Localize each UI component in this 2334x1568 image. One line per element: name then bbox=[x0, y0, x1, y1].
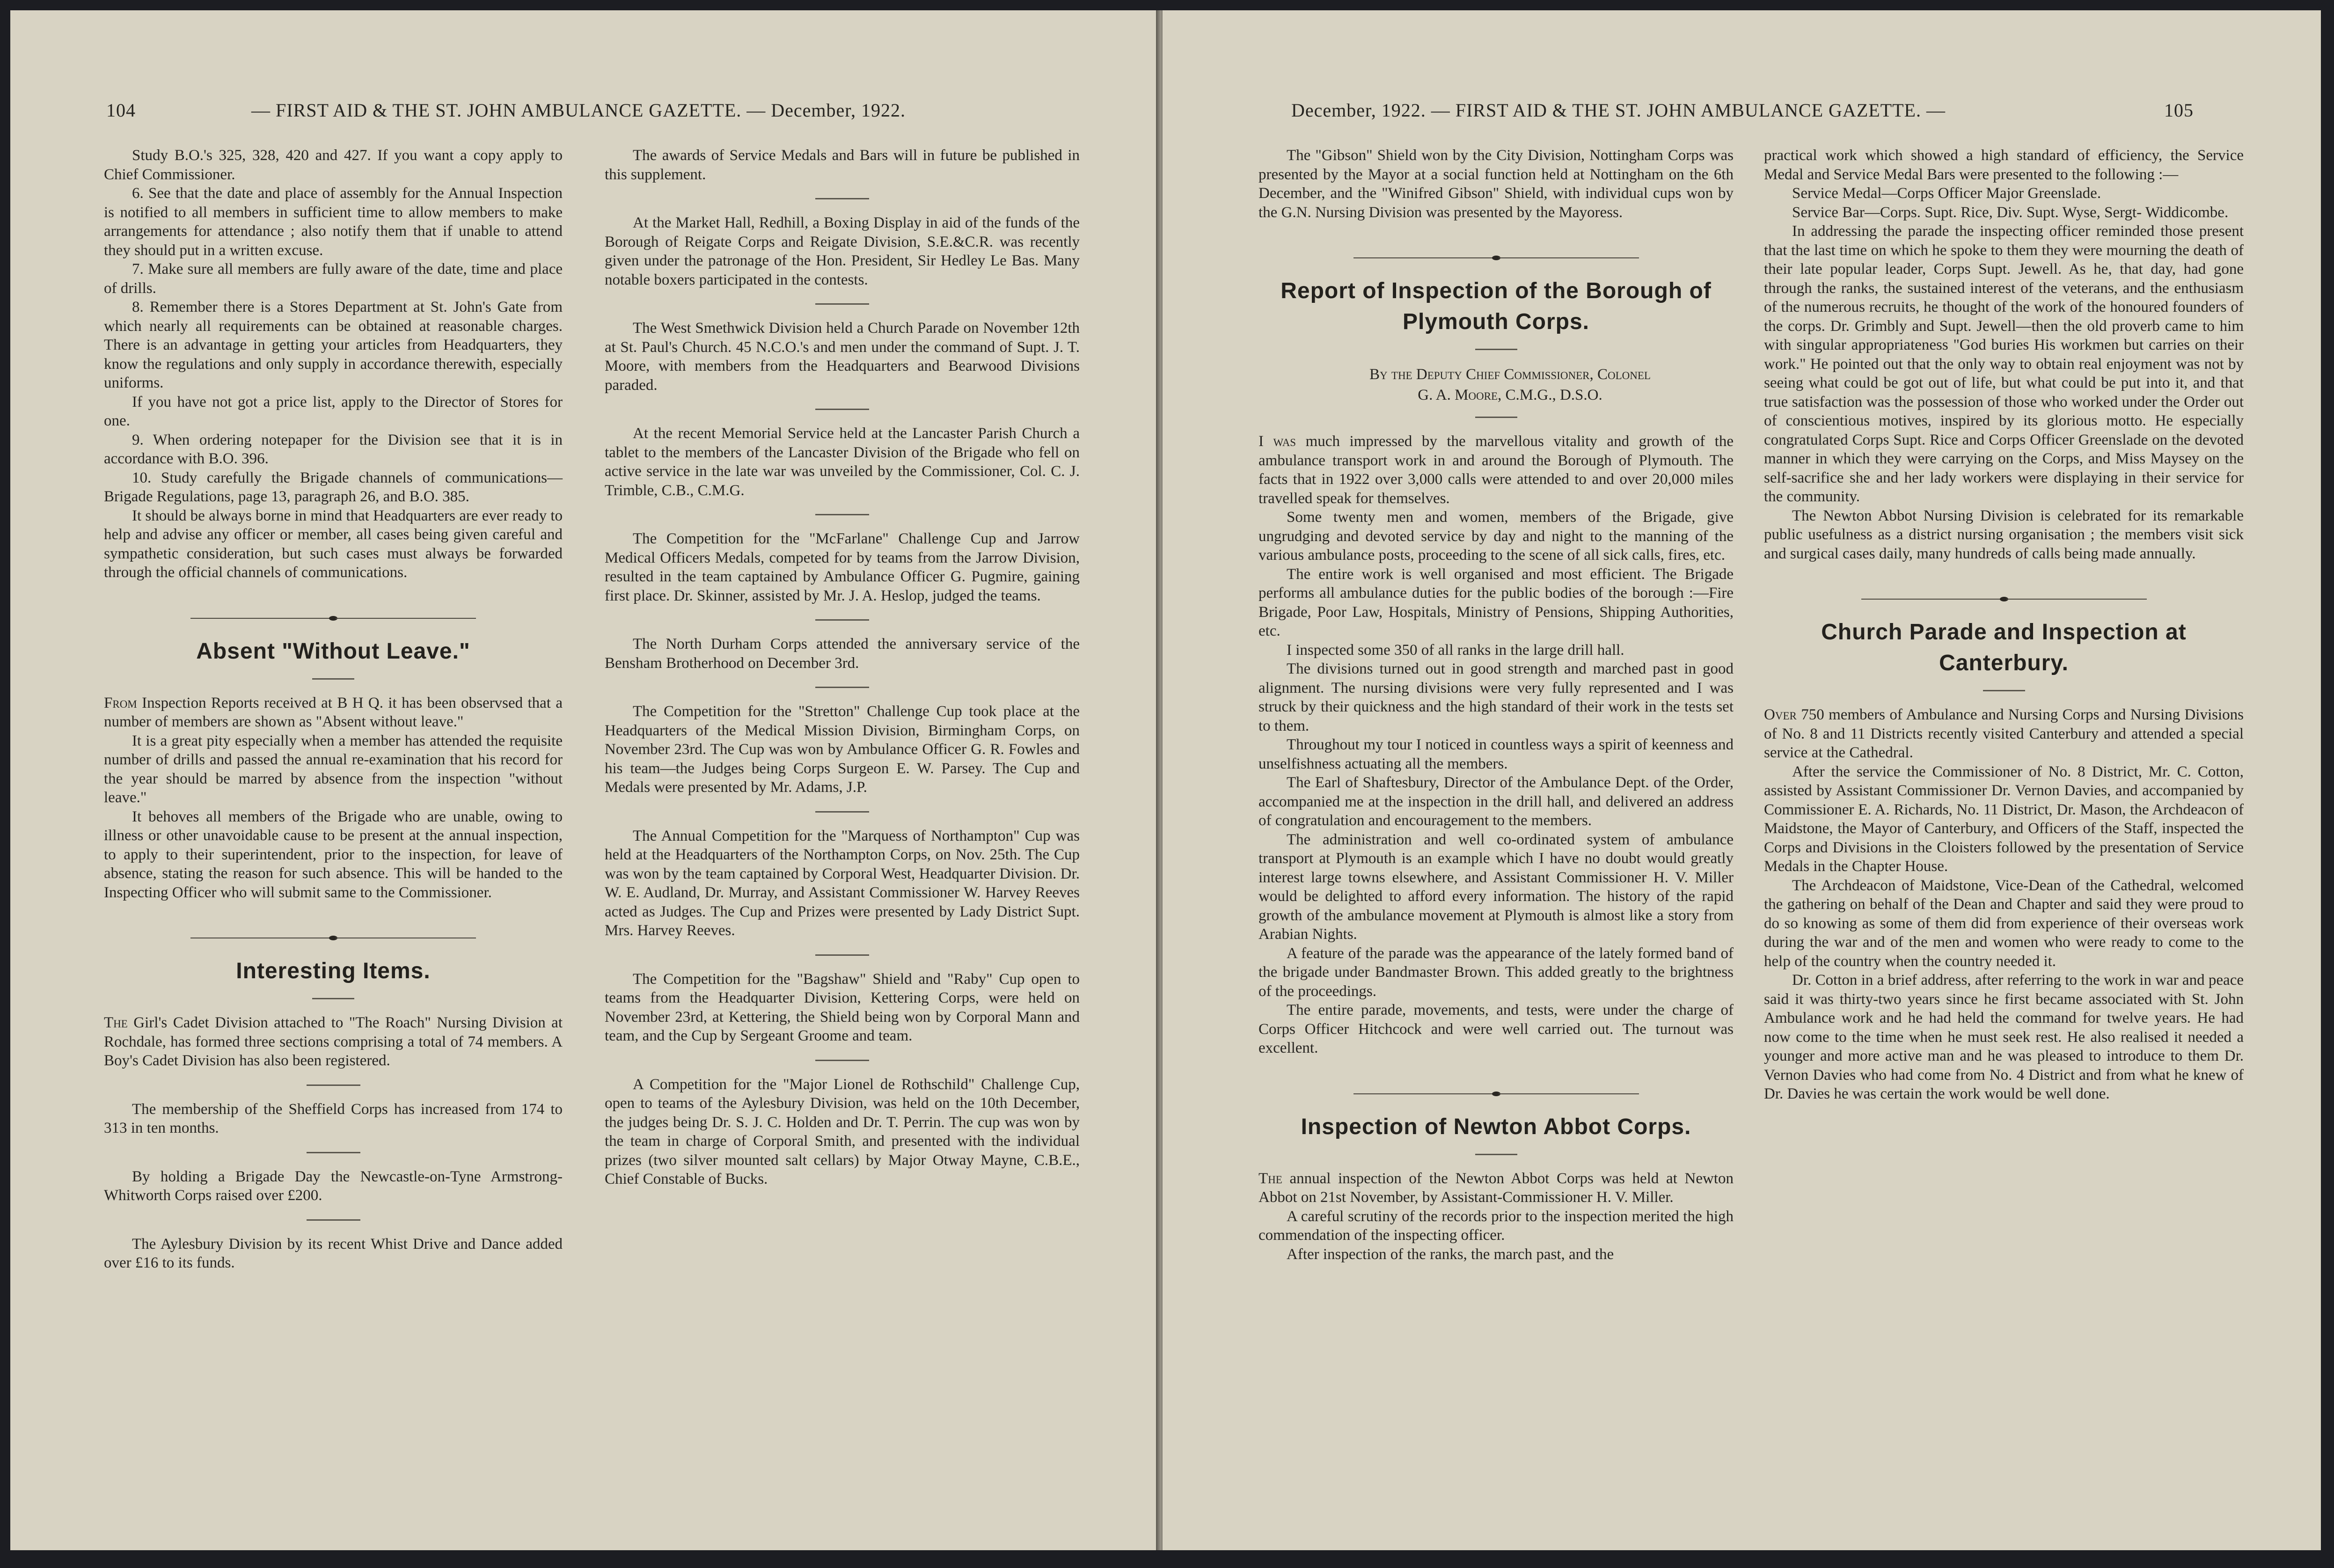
paragraph: The Archdeacon of Maidstone, Vice-Dean of the Cathedral, welcomed the gathering on behalf of the Dean and Chapter and said they were proud to do so knowing as some of them did from experience of their overseas work during the war and of the men and women who were ready to come to the help of the country when the country needed it. bbox=[1764, 877, 2244, 970]
paragraph: Study B.O.'s 325, 328, 420 and 427. If you want a copy apply to Chief Commissioner. bbox=[104, 147, 563, 183]
ornament-divider bbox=[1764, 589, 2244, 598]
section-heading-canterbury: Church Parade and Inspection at Canterbury. bbox=[1821, 620, 2187, 675]
ornament-divider bbox=[104, 608, 563, 617]
paragraph: If you have not got a price list, apply to the Director of Stores for one. bbox=[104, 393, 563, 429]
paragraph: annual inspection of the Newton Abbot Corps was held at Newton Abbot on 21st November, by Assistant-Commissioner H. V. Miller. bbox=[1258, 1170, 1734, 1206]
paragraph: The Competition for the "McFarlane" Challenge Cup and Jarrow Medical Officers Medals, competed for by teams from the Jarrow Division, resulted in the team captained by Ambulance Officer G. Pugmire, gaining first place. Dr. Skinner, assisted by Mr. J. A. Heslop, judged the teams. bbox=[605, 530, 1080, 604]
item-rule bbox=[815, 514, 869, 515]
right-page-number: 105 bbox=[2164, 100, 2194, 121]
item-rule bbox=[307, 1084, 360, 1086]
lead-word: Over bbox=[1764, 706, 1797, 723]
ornament-divider bbox=[1258, 248, 1734, 257]
paragraph: The entire work is well organised and most efficient. The Brigade performs all ambulance duties for the public bodies of the borough :—Fire Brigade, Poor Law, Hospitals, Ministry of Pensions, Shipping Authorities, etc. bbox=[1258, 565, 1734, 639]
heading-rule bbox=[1475, 1154, 1517, 1155]
section-heading-absent: Absent "Without Leave." bbox=[196, 638, 470, 664]
item-rule bbox=[815, 954, 869, 956]
section-heading-interesting-items: Interesting Items. bbox=[236, 959, 431, 983]
right-page bbox=[1163, 10, 2321, 1550]
lead-word: The bbox=[104, 1014, 128, 1031]
byline: G. A. Moore, C.M.G., D.S.O. bbox=[1418, 387, 1602, 403]
paragraph: The Competition for the "Bagshaw" Shield and "Raby" Cup open to teams from the Headquarter Division, Kettering Corps, were held on November 23rd, at Kettering, the Shield being won by Corporal Mann and team, and the Cup by Sergeant Groome and team. bbox=[605, 970, 1080, 1044]
item-rule bbox=[815, 409, 869, 410]
paragraph: practical work which showed a high standard of efficiency, the Service Medal and Service Medal Bars were presented to the following :— bbox=[1764, 147, 2244, 183]
lead-word: From bbox=[104, 694, 137, 711]
paragraph: Service Medal—Corps Officer Major Greenslade. bbox=[1792, 185, 2101, 202]
paragraph: 7. Make sure all members are fully aware of the date, time and place of drills. bbox=[104, 261, 563, 297]
left-running-head: — FIRST AID & THE ST. JOHN AMBULANCE GAZETTE. — December, 1922. bbox=[251, 100, 906, 121]
paragraph: The divisions turned out in good strength and marched past in good alignment. The nursing divisions were very fully represented and I was struck by their quickness and the high standard of their work in the tests set to them. bbox=[1258, 660, 1734, 734]
paragraph: 8. Remember there is a Stores Department at St. John's Gate from which nearly all requirements can be obtained at reasonable charges. There is an advantage in getting your articles from Headquarters, they know the regulations and only supply in accordance therewith, especially uniforms. bbox=[104, 299, 563, 391]
paragraph: At the recent Memorial Service held at the Lancaster Parish Church a tablet to the members of the Lancaster Division of the Brigade who fell on active service in the late war was unveiled by the Commissioner, Col. C. J. Trimble, C.B., C.M.G. bbox=[605, 425, 1080, 499]
lead-word: The bbox=[1258, 1170, 1282, 1187]
paragraph: It should be always borne in mind that Headquarters are ever ready to help and advise any officer or member, all cases being given careful and sympathetic consideration, but such cases must always be forwarded through the official channels of communications. bbox=[104, 507, 563, 581]
right-column-1 bbox=[1258, 146, 1734, 1264]
item-rule bbox=[815, 1060, 869, 1061]
paragraph: Dr. Cotton in a brief address, after referring to the work in war and peace said it was thirty-two years since he first became associated with St. John Ambulance work and he had held the command for twelve years. He had now come to the time when he must seek rest. He also realised it needed a younger and more active man and he was pleased to introduce to them Dr. Vernon Davies who had come from No. 4 District and from what he knew of Dr. Davies he was certain the work would be well done. bbox=[1764, 972, 2244, 1102]
right-running-head: December, 1922. — FIRST AID & THE ST. JOHN AMBULANCE GAZETTE. — bbox=[1291, 100, 1946, 121]
paragraph: The Newton Abbot Nursing Division is celebrated for its remarkable public usefulness as a district nursing organisation ; the members visit sick and surgical cases daily, many hundreds of calls being made annually. bbox=[1764, 507, 2244, 562]
paragraph: The membership of the Sheffield Corps has increased from 174 to 313 in ten months. bbox=[104, 1100, 563, 1136]
paragraph: A careful scrutiny of the records prior to the inspection merited the high commendation of the inspecting officer. bbox=[1258, 1208, 1734, 1244]
paragraph: By holding a Brigade Day the Newcastle-on-Tyne Armstrong-Whitworth Corps raised over £200. bbox=[104, 1168, 563, 1204]
paragraph: 10. Study carefully the Brigade channels of communications—Brigade Regulations, page 13, paragraph 26, and B.O. 385. bbox=[104, 469, 563, 505]
paragraph: It behoves all members of the Brigade who are unable, owing to illness or other unavoidable cause to be present at the annual inspection, to apply to their superintendent, prior to the inspection, for leave of absence, stating the reason for such absence. This will be handed to the Inspecting Officer who will submit same to the Commissioner. bbox=[104, 808, 563, 901]
paragraph: The awards of Service Medals and Bars will in future be published in this supplement. bbox=[605, 147, 1080, 183]
paragraph: Inspection Reports received at B H Q. it has been observsed that a number of members are shown as "Absent without leave." bbox=[104, 694, 563, 730]
item-rule bbox=[815, 811, 869, 813]
left-column-1 bbox=[104, 146, 563, 1273]
paragraph: The Competition for the "Stretton" Challenge Cup took place at the Headquarters of the Medical Mission Division, Birmingham Corps, on November 23rd. The Cup was won by Ambulance Officer G. R. Fowles and his team—the Judges being Corps Surgeon E. W. Parsey. The Cup and Medals were presented by Mr. Adams, J.P. bbox=[605, 703, 1080, 796]
paragraph: Some twenty men and women, members of the Brigade, give ungrudging and devoted service by day and night to the manning of the various ambulance posts, proceeding to the scene of all sick calls, fires, etc. bbox=[1258, 509, 1734, 564]
right-column-2 bbox=[1764, 146, 2244, 1104]
paragraph: The North Durham Corps attended the anniversary service of the Bensham Brotherhood on December 3rd. bbox=[605, 636, 1080, 672]
paragraph: The administration and well co-ordinated system of ambulance transport at Plymouth is an example which I have no doubt would greatly interest large towns elsewhere, and Assistant Commissioner H. V. Miller would be delighted to afford every information. The history of the rapid growth of the ambulance movement at Plymouth is almost like a story from Arabian Nights. bbox=[1258, 831, 1734, 943]
paragraph: The "Gibson" Shield won by the City Division, Nottingham Corps was presented by the Mayor at a social function held at Nottingham on the 6th December, and the "Winifred Gibson" Shield, with individual cups won by the G.N. Nursing Division was presented by the Mayoress. bbox=[1258, 147, 1734, 221]
heading-rule bbox=[312, 678, 354, 680]
paragraph: The entire parade, movements, and tests, were under the charge of Corps Officer Hitchcock and were well carried out. The turnout was excellent. bbox=[1258, 1002, 1734, 1056]
paragraph: The Earl of Shaftesbury, Director of the Ambulance Dept. of the Order, accompanied me at the inspection in the drill hall, and delivered an address of congratulation and encouragement to the members. bbox=[1258, 774, 1734, 829]
paragraph: The Annual Competition for the "Marquess of Northampton" Cup was held at the Headquarters of the Northampton Corps, on Nov. 25th. The Cup was won by the team captained by Corporal West, Headquarter Division. Dr. W. E. Audland, Dr. Murray, and Assistant Commissioner W. Harvey Reeves acted as Judges. The Cup and Prizes were presented by Lady District Supt. Mrs. Harvey Reeves. bbox=[605, 827, 1080, 939]
ornament-divider bbox=[1258, 1084, 1734, 1093]
heading-rule bbox=[1475, 417, 1517, 418]
paragraph: 750 members of Ambulance and Nursing Corps and Nursing Divisions of No. 8 and 11 Districts recently visited Canterbury and attended a special service at the Cathedral. bbox=[1764, 706, 2244, 761]
heading-rule bbox=[1983, 690, 2025, 691]
paragraph: 6. See that the date and place of assembly for the Annual Inspection is notified to all members in sufficient time to allow members to make arrangements for attendance ; also notify them that if unable to attend they should put in a written excuse. bbox=[104, 185, 563, 259]
paragraph: Throughout my tour I noticed in countless ways a spirit of keenness and unselfishness actuating all the members. bbox=[1258, 736, 1734, 772]
paragraph: 9. When ordering notepaper for the Division see that it is in accordance with B.O. 396. bbox=[104, 431, 563, 467]
section-heading-plymouth: Report of Inspection of the Borough of Plymouth Corps. bbox=[1280, 278, 1712, 334]
paragraph: In addressing the parade the inspecting officer reminded those present that the last time on which he spoke to them they were mourning the death of their late popular leader, Corps Supt. Jewell. As he, that day, had gone through the ranks, the sustained interest of the veterans, and the enthusiasm of the numerous recruits, he thought of the work of the honoured founders of the corps. Dr. Grimbly and Supt. Jewell—then the old proverb came to him with singular appropriateness "God buries His workmen but carries on their work." He pointed out that the only way to obtain real enjoyment was not by seeing what could be got out of life, but what could be put into it, and that true satisfaction was the possession of those who worked under the Order out of conscientious motives, inspired by its glorious motto. He especially congratulated Corps Supt. Rice and Corps Officer Greenslade on the devoted manner in which they were carrying on the Corps, and Miss Maysey on the self-sacrifice she and her lady workers were displaying in their service for the community. bbox=[1764, 223, 2244, 505]
left-column-2 bbox=[605, 146, 1080, 1189]
ornament-divider bbox=[104, 928, 563, 937]
paragraph: After inspection of the ranks, the march past, and the bbox=[1287, 1246, 1614, 1263]
left-page bbox=[10, 10, 1163, 1550]
item-rule bbox=[815, 619, 869, 621]
item-rule bbox=[307, 1219, 360, 1221]
byline: By the Deputy Chief Commissioner, Colonel bbox=[1369, 366, 1651, 383]
paragraph: Service Bar—Corps. Supt. Rice, Div. Supt. Wyse, Sergt- Widdicombe. bbox=[1792, 204, 2229, 221]
paragraph: The Aylesbury Division by its recent Whist Drive and Dance added over £16 to its funds. bbox=[104, 1235, 563, 1271]
paragraph: The West Smethwick Division held a Church Parade on November 12th at St. Paul's Church. 45 N.C.O.'s and men under the command of Supt. J. T. Moore, with members from the Headquarters and Bearwood Divisions paraded. bbox=[605, 320, 1080, 394]
paragraph: A feature of the parade was the appearance of the lately formed band of the brigade under Bandmaster Brown. This added greatly to the brightness of the proceedings. bbox=[1258, 945, 1734, 1000]
lead-word: I was bbox=[1258, 433, 1296, 450]
heading-rule bbox=[1475, 349, 1517, 350]
paragraph: At the Market Hall, Redhill, a Boxing Display in aid of the funds of the Borough of Reigate Corps and Reigate Division, S.E.&C.R. was recently given under the patronage of the Hon. President, Sir Hedley Le Bas. Many notable boxers participated in the contests. bbox=[605, 214, 1080, 288]
heading-rule bbox=[312, 998, 354, 999]
left-page-number: 104 bbox=[106, 100, 136, 121]
item-rule bbox=[307, 1152, 360, 1153]
paragraph: After the service the Commissioner of No. 8 District, Mr. C. Cotton, assisted by Assistant Commissioner Dr. Vernon Davies, and accompanied by Commissioner E. A. Richards, No. 11 District, Dr. Mason, the Archdeacon of Maidstone, the Mayor of Canterbury, and Officers of the Staff, inspected the Corps and Divisions in the Cloisters followed by the presentation of Service Medals in the Chapter House. bbox=[1764, 763, 2244, 875]
section-heading-newton-abbot: Inspection of Newton Abbot Corps. bbox=[1301, 1114, 1691, 1139]
paragraph: much impressed by the marvellous vitality and growth of the ambulance transport work in and around the Borough of Plymouth. The facts that in 1922 over 3,000 calls were attended to and over 20,000 miles travelled speak for themselves. bbox=[1258, 433, 1734, 507]
paragraph: I inspected some 350 of all ranks in the large drill hall. bbox=[1287, 641, 1624, 659]
item-rule bbox=[815, 303, 869, 305]
item-rule bbox=[815, 198, 869, 199]
paragraph: It is a great pity especially when a member has attended the requisite number of drills and passed the annual re-examination that his record for the year should be marred by absence from the inspection "without leave." bbox=[104, 732, 563, 806]
item-rule bbox=[815, 687, 869, 688]
paragraph: A Competition for the "Major Lionel de Rothschild" Challenge Cup, open to teams of the Aylesbury Division, was held on the 10th December, the judges being Dr. S. J. C. Holden and Dr. T. Perrin. The cup was won by the team in charge of Corporal Smith, and presented with the individual prizes (two silver mounted salt cellars) by Major Otway Mayne, C.B.E., Chief Constable of Bucks. bbox=[605, 1076, 1080, 1187]
paragraph: Girl's Cadet Division attached to "The Roach" Nursing Division at Rochdale, has formed three sections comprising a total of 74 members. A Boy's Cadet Division has also been registered. bbox=[104, 1014, 563, 1069]
